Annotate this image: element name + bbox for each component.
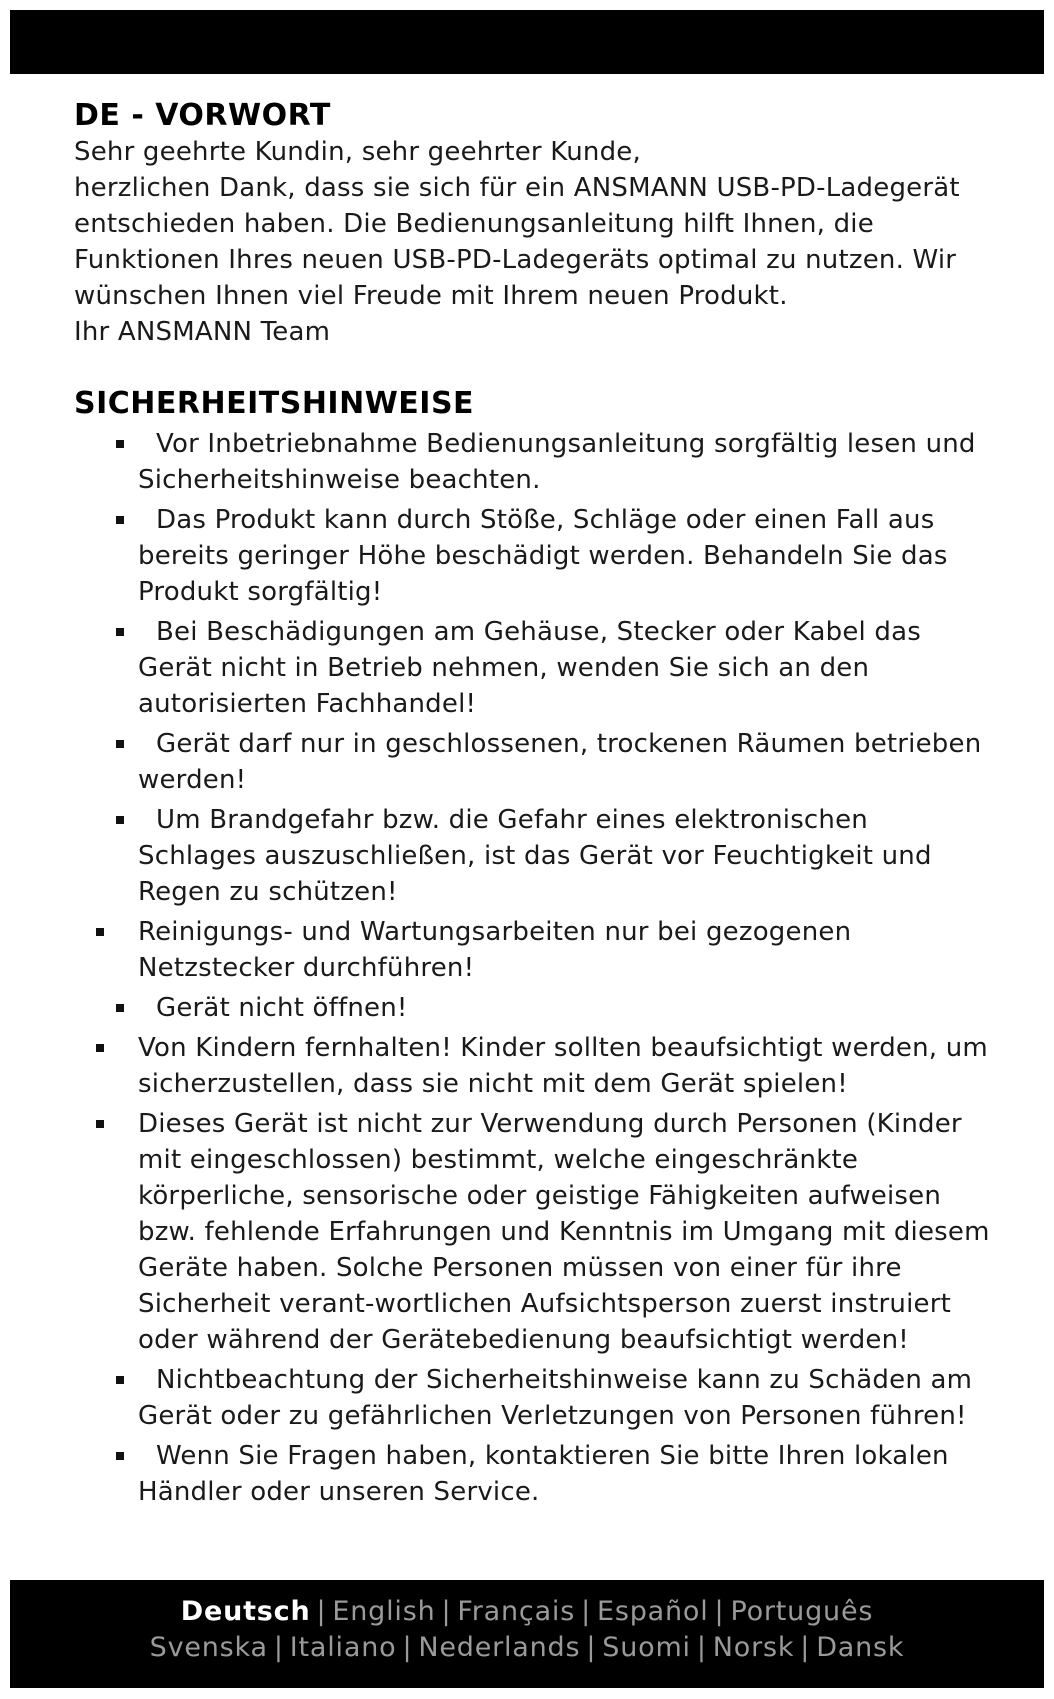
bullet-icon xyxy=(116,516,124,524)
language-link-norsk[interactable]: Norsk xyxy=(712,1632,795,1663)
safety-item-text: Wenn Sie Fragen haben, kontaktieren Sie bitte Ihren lokalen Händler oder unseren Service. xyxy=(138,1441,949,1507)
safety-item xyxy=(74,914,994,986)
foreword-line: Sehr geehrte Kundin, sehr geehrter Kunde, xyxy=(74,137,641,167)
language-separator: | xyxy=(800,1632,811,1663)
safety-item xyxy=(74,990,994,1026)
safety-heading: SICHERHEITSHINWEISE xyxy=(74,386,475,421)
language-separator: | xyxy=(402,1632,413,1663)
language-link-english[interactable]: English xyxy=(332,1596,436,1627)
language-bar xyxy=(10,1580,1044,1688)
bullet-icon xyxy=(96,1044,104,1052)
language-row xyxy=(10,1630,1044,1666)
top-black-bar xyxy=(10,10,1044,74)
bullet-icon xyxy=(116,740,124,748)
page-content xyxy=(74,98,994,1510)
safety-item-text: Reinigungs- und Wartungsarbeiten nur bei gezogenen Netzstecker durchführen! xyxy=(138,917,852,983)
language-link-italiano[interactable]: Italiano xyxy=(289,1632,397,1663)
language-separator: | xyxy=(441,1596,452,1627)
foreword-heading: DE - VORWORT xyxy=(74,98,331,133)
safety-item xyxy=(74,726,994,798)
bullet-icon xyxy=(116,1376,124,1384)
bullet-icon xyxy=(116,1004,124,1012)
bullet-icon xyxy=(116,628,124,636)
safety-item-text: Bei Beschädigungen am Gehäuse, Stecker oder Kabel das Gerät nicht in Betrieb nehmen, wenden Sie sich an den autorisierten Fachhandel! xyxy=(138,617,921,719)
safety-item xyxy=(74,502,994,610)
safety-item xyxy=(74,1362,994,1434)
foreword-signature: Ihr ANSMANN Team xyxy=(74,317,331,347)
foreword-line: herzlichen Dank, dass sie sich für ein ANSMANN USB-PD-Ladegerät xyxy=(74,173,960,203)
safety-list xyxy=(74,426,994,1510)
language-separator: | xyxy=(714,1596,725,1627)
safety-item xyxy=(74,1438,994,1510)
safety-item-text: Gerät darf nur in geschlossenen, trockenen Räumen betrieben werden! xyxy=(138,729,982,795)
safety-item-text: Dieses Gerät ist nicht zur Verwendung durch Personen (Kinder mit eingeschlossen) bestimmt, welche eingeschränkte körperliche, sensorische oder geistige Fähigkeiten aufweisen bzw. fehlende Erfahrungen und Kenntnis im Umgang mit diesem Geräte haben. Solche Personen müssen von einer für ihre Sicherheit verant-wortlichen Aufsichtsperson zuerst instruiert oder während der Gerätebedienung beaufsichtigt werden! xyxy=(138,1109,990,1355)
language-link-espanol[interactable]: Español xyxy=(597,1596,709,1627)
language-link-portugues[interactable]: Português xyxy=(730,1596,874,1627)
language-link-dansk[interactable]: Dansk xyxy=(816,1632,905,1663)
foreword-line: wünschen Ihnen viel Freude mit Ihrem neuen Produkt. xyxy=(74,281,788,311)
safety-item xyxy=(74,802,994,910)
safety-item xyxy=(74,1106,994,1358)
language-link-deutsch[interactable]: Deutsch xyxy=(180,1596,311,1627)
bullet-icon xyxy=(116,816,124,824)
safety-item-text: Gerät nicht öffnen! xyxy=(156,993,408,1023)
foreword-line: entschieden haben. Die Bedienungsanleitung hilft Ihnen, die xyxy=(74,209,874,239)
safety-item-text: Das Produkt kann durch Stöße, Schläge oder einen Fall aus bereits geringer Höhe beschädigt werden. Behandeln Sie das Produkt sorgfältig! xyxy=(138,505,948,607)
safety-item xyxy=(74,1030,994,1102)
bullet-icon xyxy=(96,1120,104,1128)
language-separator: | xyxy=(581,1596,591,1627)
language-link-francais[interactable]: Français xyxy=(457,1596,576,1627)
safety-item-text: Von Kindern fernhalten! Kinder sollten beaufsichtigt werden, um sicherzustellen, dass sie nicht mit dem Gerät spielen! xyxy=(138,1033,988,1099)
safety-item xyxy=(74,614,994,722)
foreword-line: Funktionen Ihres neuen USB-PD-Ladegeräts optimal zu nutzen. Wir xyxy=(74,245,957,275)
language-link-suomi[interactable]: Suomi xyxy=(602,1632,691,1663)
language-separator: | xyxy=(273,1632,284,1663)
language-separator: | xyxy=(316,1596,327,1627)
bullet-icon xyxy=(116,440,124,448)
language-separator: | xyxy=(696,1632,707,1663)
language-separator: | xyxy=(586,1632,597,1663)
safety-item xyxy=(74,426,994,498)
safety-item-text: Nichtbeachtung der Sicherheitshinweise kann zu Schäden am Gerät oder zu gefährlichen Verletzungen von Personen führen! xyxy=(138,1365,973,1431)
language-link-nederlands[interactable]: Nederlands xyxy=(418,1632,581,1663)
safety-item-text: Vor Inbetriebnahme Bedienungsanleitung sorgfältig lesen und Sicherheitshinweise beachten. xyxy=(138,429,976,495)
bullet-icon xyxy=(96,928,104,936)
bullet-icon xyxy=(116,1452,124,1460)
language-link-svenska[interactable]: Svenska xyxy=(149,1632,268,1663)
safety-item-text: Um Brandgefahr bzw. die Gefahr eines elektronischen Schlages auszuschließen, ist das Gerät vor Feuchtigkeit und Regen zu schützen! xyxy=(138,805,932,907)
language-row xyxy=(10,1594,1044,1630)
